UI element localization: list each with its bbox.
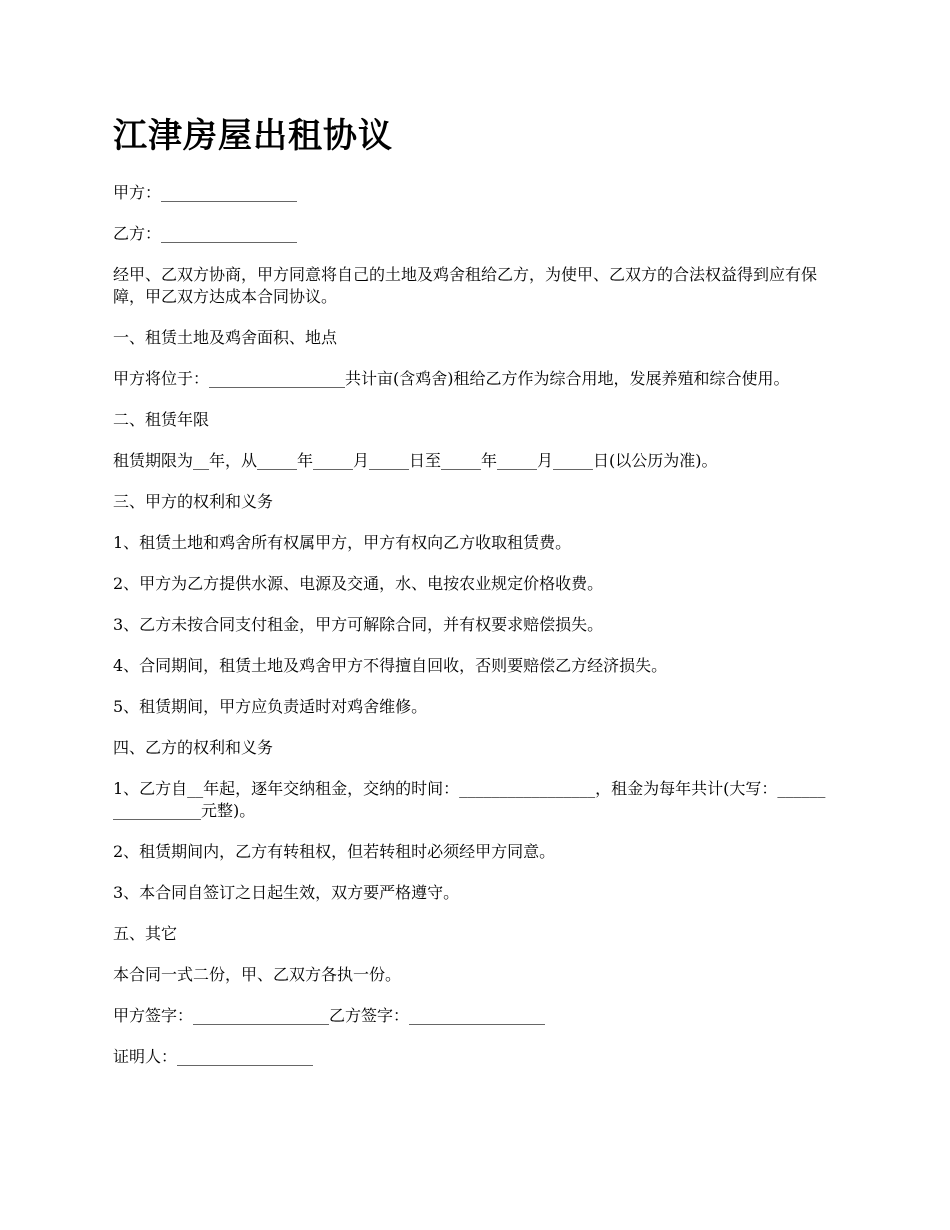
intro-paragraph: 经甲、乙双方协商，甲方同意将自己的土地及鸡舍租给乙方，为使甲、乙双方的合法权益得到应有保障，甲乙双方达成本合同协议。 [113, 265, 818, 306]
party-a-clause-1: 1、租赁土地和鸡舍所有权属甲方，甲方有权向乙方收取租赁费。 [113, 533, 572, 552]
party-b-clause-3: 3、本合同自签订之日起生效，双方要严格遵守。 [113, 883, 460, 902]
party-b-clause-2: 2、租赁期间内，乙方有转租权，但若转租时必须经甲方同意。 [113, 842, 556, 861]
copies-paragraph: 本合同一式二份，甲、乙双方各执一份。 [113, 965, 402, 984]
location-paragraph: 甲方将位于：_________________共计亩(含鸡舍)租给乙方作为综合用地，发展养殖和综合使用。 [113, 369, 790, 388]
party-a-clause-4: 4、合同期间，租赁土地及鸡舍甲方不得擅自回收，否则要赔偿乙方经济损失。 [113, 656, 668, 675]
party-b-line: 乙方：_________________ [113, 224, 298, 243]
section-heading-2: 二、租赁年限 [113, 410, 210, 429]
witness-line: 证明人：_________________ [113, 1047, 314, 1066]
party-a-clause-3: 3、乙方未按合同支付租金，甲方可解除合同，并有权要求赔偿损失。 [113, 615, 604, 634]
document-title: 江津房屋出租协议 [113, 116, 393, 156]
section-heading-1: 一、租赁土地及鸡舍面积、地点 [113, 328, 338, 347]
party-b-clause-1: 1、乙方自__年起，逐年交纳租金，交纳的时间：_________________，租金为每年共计(大写：_________________元整)。 [113, 779, 826, 820]
party-a-line: 甲方：_________________ [113, 183, 298, 202]
section-heading-5: 五、其它 [113, 924, 178, 943]
party-a-clause-5: 5、租赁期间，甲方应负责适时对鸡舍维修。 [113, 697, 428, 716]
section-heading-3: 三、甲方的权利和义务 [113, 492, 274, 511]
section-heading-4: 四、乙方的权利和义务 [113, 738, 274, 757]
party-a-clause-2: 2、甲方为乙方提供水源、电源及交通，水、电按农业规定价格收费。 [113, 574, 604, 593]
document-page [113, 112, 833, 1087]
signature-line: 甲方签字：_________________乙方签字：_________________ [113, 1006, 546, 1025]
term-paragraph: 租赁期限为__年，从_____年_____月_____日至_____年_____月_____日(以公历为准)。 [113, 451, 718, 470]
